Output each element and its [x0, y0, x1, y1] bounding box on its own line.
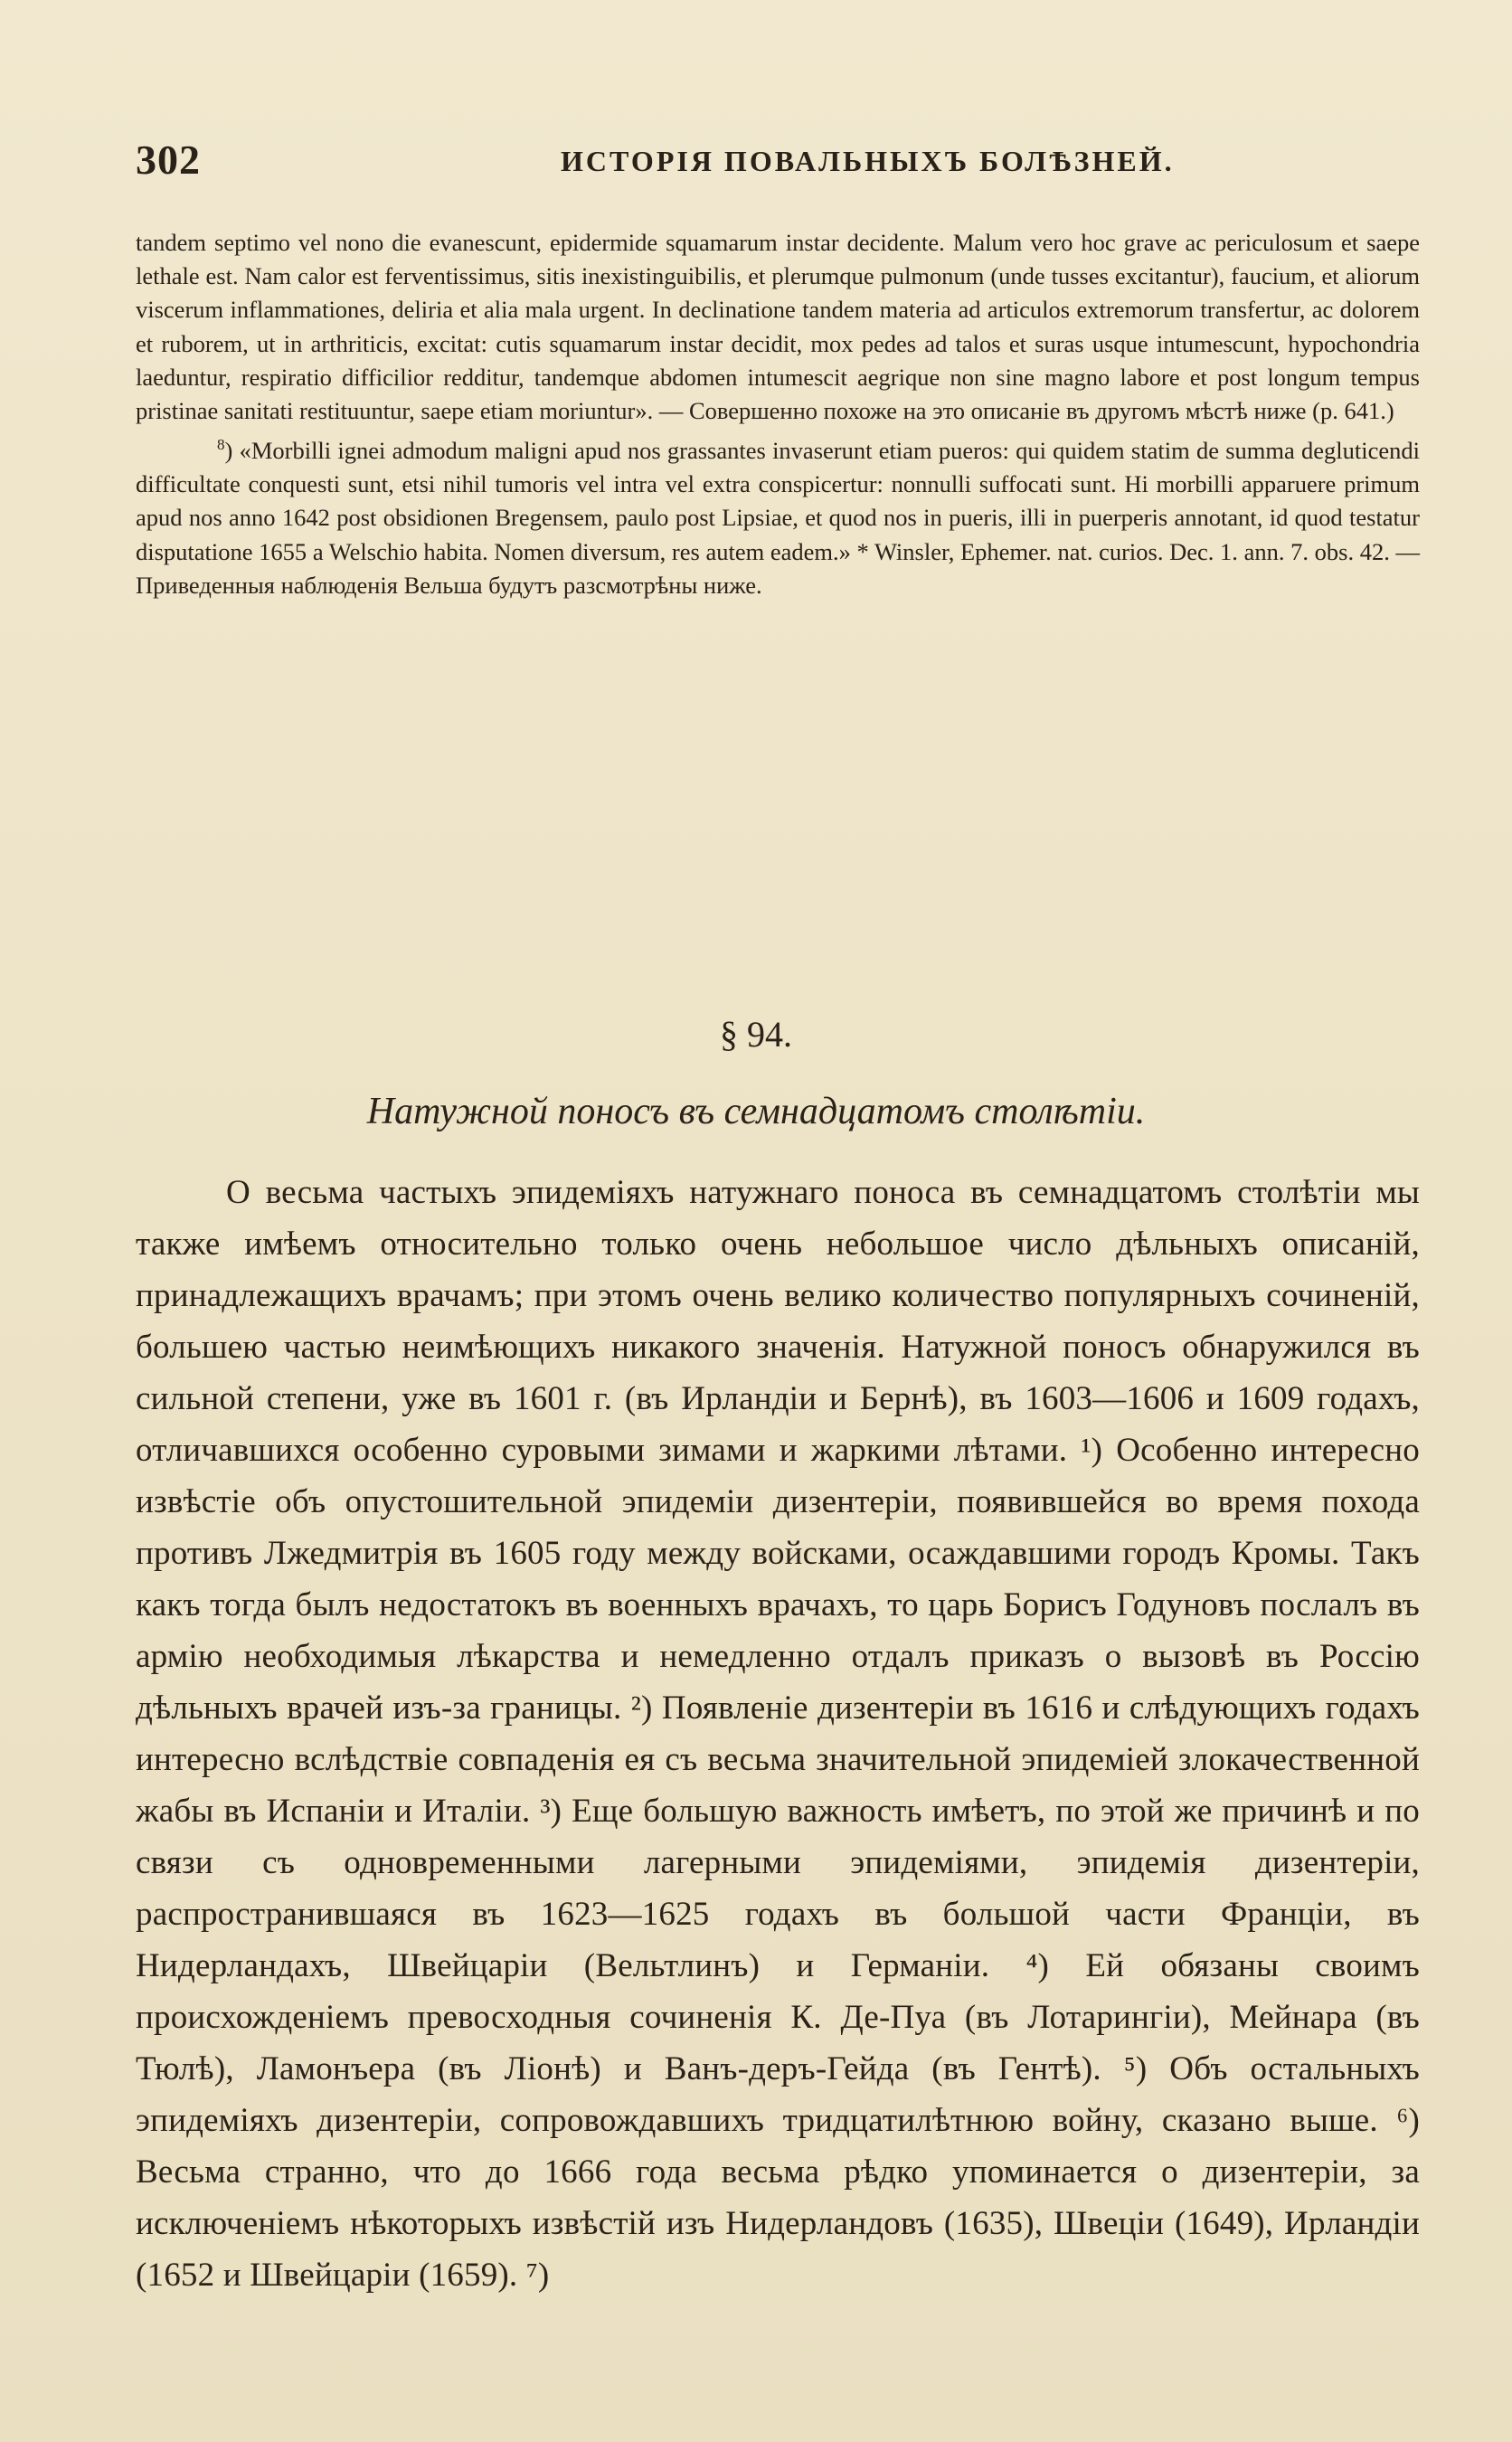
- body-paragraph: О весьма частыхъ эпидеміяхъ натужнаго поноса въ семнадцатомъ столѣтіи мы также имѣемъ относительно только очень небольшое число дѣльныхъ описаній, принадлежащихъ врачамъ; при этомъ очень велико количество популярныхъ сочиненій, большею частью неимѣющихъ никакого значенія. Натужной поносъ обнаружился въ сильной степени, уже въ 1601 г. (въ Ирландіи и Бернѣ), въ 1603—1606 и 1609 годахъ, отличавшихся особенно суровыми зимами и жаркими лѣтами. ¹) Особенно интересно извѣстіе объ опустошительной эпидеміи дизентеріи, появившейся во время похода противъ Лжедмитрія въ 1605 году между войсками, осаждавшими городъ Кромы. Такъ какъ тогда былъ недостатокъ въ военныхъ врачахъ, то царь Борисъ Годуновъ послалъ въ армію необходимыя лѣкарства и немедленно отдалъ приказъ о вызовѣ въ Россію дѣльныхъ врачей изъ-за границы. ²) Появленіе дизентеріи въ 1616 и слѣдующихъ годахъ интересно вслѣдствіе совпаденія ея съ весьма значительной эпидеміей злокачественной жабы въ Испаніи и Италіи. ³) Еще большую важность имѣетъ, по этой же причинѣ и по связи съ одновременными лагерными эпидеміями, эпидемія дизентеріи, распространившаяся въ 1623—1625 годахъ въ большой части Франціи, въ Нидерландахъ, Швейцаріи (Вельтлинъ) и Германіи. ⁴) Ей обязаны своимъ происхожденіемъ превосходныя сочиненія К. Де-Пуа (въ Лотарингіи), Мейнара (въ Тюлѣ), Ламонъера (въ Ліонѣ) и Ванъ-деръ-Гейда (въ Гентѣ). ⁵) Объ остальныхъ эпидеміяхъ дизентеріи, сопровождавшихъ тридцатилѣтнюю войну, сказано выше. ⁶) Весьма странно, что до 1666 года весьма рѣдко упоминается о дизентеріи, за исключеніемъ нѣкоторыхъ извѣстій изъ Нидерландовъ (1635), Швеціи (1649), Ирландіи (1652 и Швейцаріи (1659). ⁷): [136, 1174, 1420, 2294]
- latin-paragraph-2: [136, 428, 1420, 602]
- latin-quotation-block: [136, 226, 1420, 602]
- running-head: ИСТОРІЯ ПОВАЛЬНЫХЪ БОЛѢЗНЕЙ.: [561, 145, 1175, 177]
- footnote-marker: 8: [217, 436, 225, 454]
- page-number: 302: [136, 137, 201, 183]
- section-title: Натужной поносъ въ семнадцатомъ столѣтіи.: [366, 1091, 1146, 1132]
- latin-paragraph-1: tandem septimo vel nono die evanescunt, epidermide squamarum instar decidente. Malum vero hoc grave ac periculosum et saepe lethale est. Nam calor est ferventissimus, sitis inexistinguibilis, et plerumque pulmonum (unde tusses excitantur), faucium, et aliorum viscerum inflammationes, deliria et alia mala urgent. In declinatione tandem materia ad articulos extremorum transfertur, ac dolorem et ruborem, ut in arthriticis, excitat: cutis squamarum instar decidit, mox pedes ad talos et suras usque intumescunt, hypochondria laeduntur, respiratio difficilior redditur, tandemque abdomen intumescit aegrique non sine magno labore et post longum tempus pristinae sanitati restituuntur, saepe etiam moriuntur». — Совершенно похоже на это описаніе въ другомъ мѣстѣ ниже (р. 641.): [136, 229, 1420, 425]
- section-number: § 94.: [720, 1014, 792, 1055]
- latin-paragraph-2-text: ) «Morbilli ignei admodum maligni apud nos grassantes invaserunt etiam pueros: qui quidem statim de summa degluticendi difficultate conquesti sunt, etsi nihil tumoris vel intra vel extra conspicertur: nonnulli suffocati sunt. Hi morbilli apparuere primum apud nos anno 1642 post obsidionen Bregensem, paulo post Lipsiae, et quod nos in pueris, illi in puerperis annotant, id quod testatur disputatione 1655 a Welschio habita. Nomen diversum, res autem eadem.» * Winsler, Ephemer. nat. curios. Dec. 1. ann. 7. obs. 42. — Приведенныя наблюденія Вельша будутъ разсмотрѣны ниже.: [136, 437, 1420, 599]
- page-header: [136, 136, 1420, 190]
- body-text: [136, 1167, 1420, 2301]
